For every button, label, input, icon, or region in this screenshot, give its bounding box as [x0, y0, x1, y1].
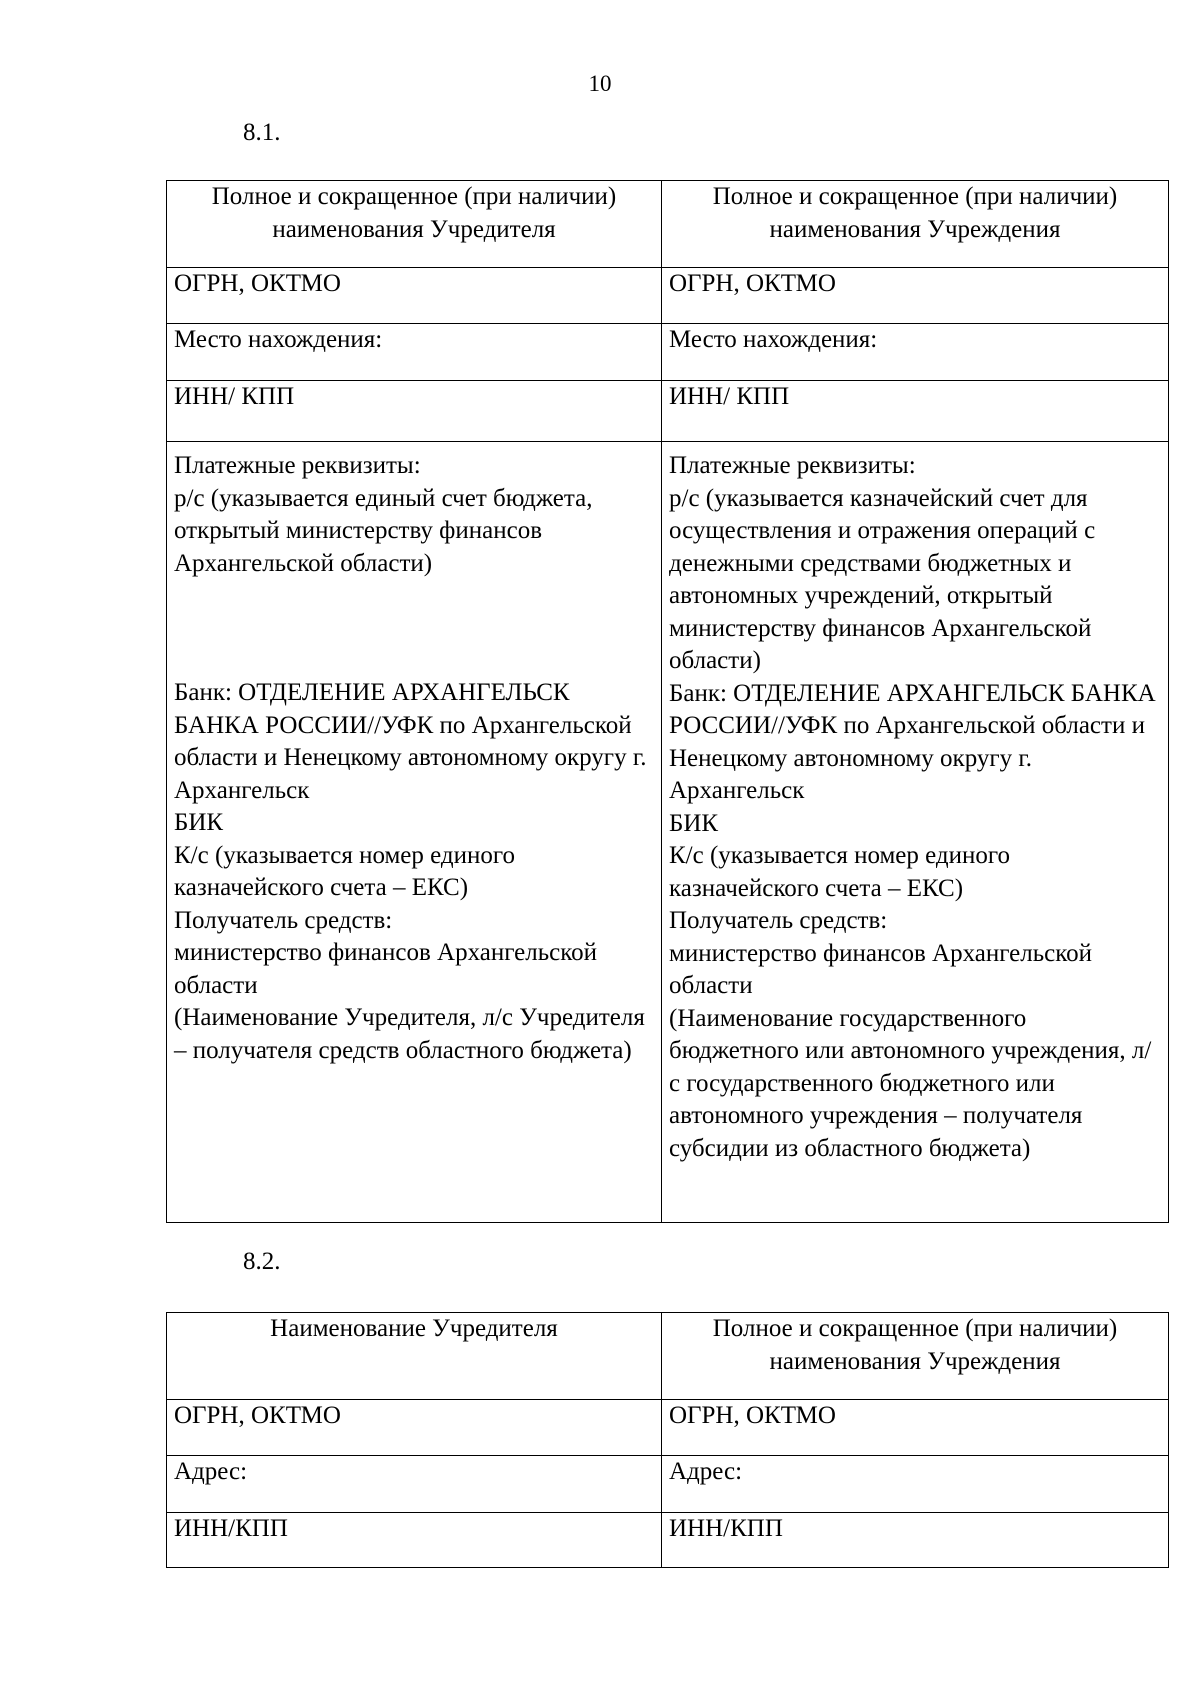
founder-ogrn-oktmo: ОГРН, ОКТМО [167, 268, 662, 324]
header-founder-name: Наименование Учредителя [167, 1313, 662, 1400]
table-row-inn-kpp [167, 1513, 1169, 1568]
founder-recipient-title: Получатель средств: [174, 906, 393, 934]
table-row-header [167, 181, 1169, 268]
table-row-inn-kpp [167, 381, 1169, 442]
header-institution-name: Полное и сокращенное (при наличии) наименования Учреждения [662, 1313, 1169, 1400]
institution-location: Место нахождения: [662, 324, 1169, 381]
founder-bank: Банк: ОТДЕЛЕНИЕ АРХАНГЕЛЬСК БАНКА РОССИИ//УФК по Архангельской области и Ненецкому автономному округу г. Архангельск [174, 679, 647, 804]
table-row-ogrn [167, 1400, 1169, 1456]
founder-inn-kpp: ИНН/ КПП [167, 381, 662, 442]
institution-inn-kpp: ИНН/ КПП [662, 381, 1169, 442]
spacer [174, 580, 654, 677]
institution-ogrn-oktmo: ОГРН, ОКТМО [662, 1400, 1169, 1456]
table-row-header [167, 1313, 1169, 1400]
founder-account: р/с (указывается единый счет бюджета, открытый министерству финансов Архангельской области) [174, 484, 593, 577]
institution-payment-details [662, 442, 1169, 1223]
header-institution-name: Полное и сокращенное (при наличии) наименования Учреждения [662, 181, 1169, 268]
institution-account: р/с (указывается казначейский счет для осуществления и отражения операций с денежными средствами бюджетных и автономных учреждений, открытый министерству финансов Архангельской области) [669, 484, 1096, 674]
founder-location: Место нахождения: [167, 324, 662, 381]
table-row-location [167, 324, 1169, 381]
founder-recipient-note: (Наименование Учредителя, л/с Учредителя – получателя средств областного бюджета) [174, 1004, 645, 1064]
section-label-8-1: 8.1. [243, 119, 281, 146]
institution-bik: БИК [669, 809, 719, 837]
founder-institution-short-table [166, 1312, 1169, 1568]
founder-corr-account: К/с (указывается номер единого казначейского счета – ЕКС) [174, 841, 516, 901]
founder-payment-title: Платежные реквизиты: [174, 452, 421, 479]
institution-recipient-note: (Наименование государственного бюджетного или автономного учреждения, л/с государственного бюджетного или автономного учреждения – получателя субсидии из областного бюджета) [669, 1004, 1152, 1162]
institution-payment-title: Платежные реквизиты: [669, 452, 916, 479]
founder-inn-kpp: ИНН/КПП [167, 1513, 662, 1568]
institution-ogrn-oktmo: ОГРН, ОКТМО [662, 268, 1169, 324]
institution-bank: Банк: ОТДЕЛЕНИЕ АРХАНГЕЛЬСК БАНКА РОССИИ//УФК по Архангельской области и Ненецкому автономному округу г. Архангельск [669, 679, 1156, 804]
table-row-address [167, 1456, 1169, 1513]
institution-corr-account: К/с (указывается номер единого казначейского счета – ЕКС) [669, 842, 1011, 902]
institution-recipient-title: Получатель средств: [669, 907, 888, 934]
page-number: 10 [588, 71, 612, 96]
founder-payment-details [167, 442, 662, 1223]
institution-recipient: министерство финансов Архангельской области [669, 939, 1093, 999]
institution-inn-kpp: ИНН/КПП [662, 1513, 1169, 1568]
section-label-8-2: 8.2. [243, 1248, 281, 1275]
header-founder-name: Полное и сокращенное (при наличии) наименования Учредителя [167, 181, 662, 268]
founder-ogrn-oktmo: ОГРН, ОКТМО [167, 1400, 662, 1456]
table-row-payment-details [167, 442, 1169, 1223]
founder-bik: БИК [174, 809, 224, 836]
founder-institution-details-table [166, 180, 1169, 1223]
founder-address: Адрес: [167, 1456, 662, 1513]
institution-address: Адрес: [662, 1456, 1169, 1513]
table-row-ogrn [167, 268, 1169, 324]
founder-recipient: министерство финансов Архангельской области [174, 939, 598, 999]
